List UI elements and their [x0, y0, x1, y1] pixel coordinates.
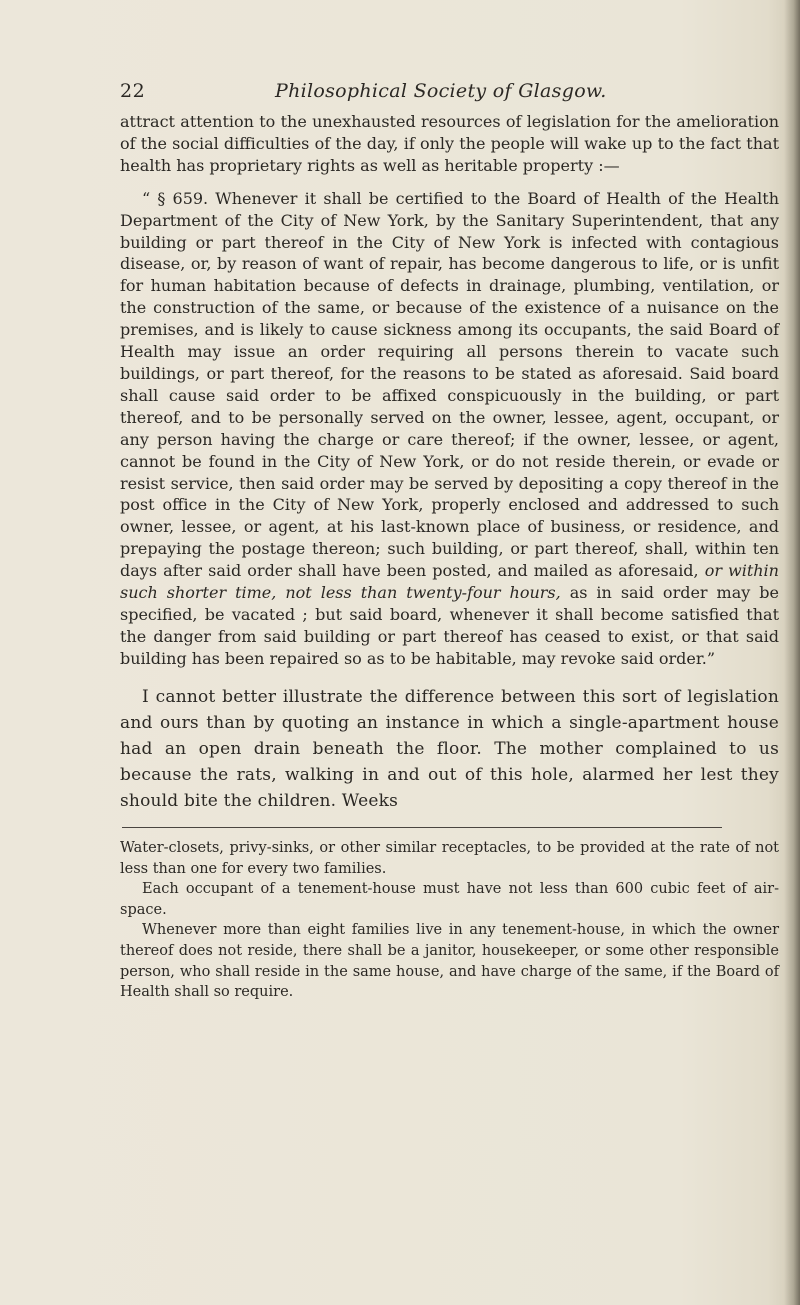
- quoted-statute: [120, 188, 779, 670]
- footnote-divider: [122, 827, 722, 828]
- footnotes: [120, 838, 779, 1003]
- running-title: Philosophical Society of Glasgow.: [275, 80, 607, 102]
- page-edge-shadow: [784, 0, 800, 1305]
- quote-text-start: “ § 659. Whenever it shall be certified to the Board of Health of the Health Department of the City of New York, by the Sanitary Superintendent, that any building or part thereof in the City of New York is infected with contagious disease, or, by reason of want of repair, has become dangerous to life, or is unfit for human habitation because of defects in drainage, plumbing, ventilation, or the construction of the same, or because of the existence of a nuisance on the premises, and is likely to cause sickness among its occupants, the said Board of Health may issue an order requiring all persons therein to vacate such buildings, or part thereof, for the reasons to be stated as aforesaid. Said board shall cause said order to be affixed conspicuously in the building, or part thereof, and to be personally served on the owner, lessee, agent, occupant, or any person having the charge or care thereof; if the owner, lessee, or agent, cannot be found in the City of New York, or do not reside therein, or evade or resist service, then said order may be served by depositing a copy thereof in the post office in the City of New York, properly enclosed and addressed to such owner, lessee, or agent, at his last-known place of business, or residence, and prepaying the postage thereon; such building, or part thereof, shall, within ten days after said order shall have been posted, and mailed as aforesaid,: [120, 188, 779, 581]
- footnote-air-space: Each occupant of a tenement-house must have not less than 600 cubic feet of air-space.: [120, 881, 779, 918]
- paragraph-illustration: I cannot better illustrate the difference between this sort of legislation and ours than by quoting an instance in which a single-apartment house had an open drain beneath the floor. The mother complained to us because the rats, walking in and out of this hole, alarmed her lest they should bite the children. Weeks: [120, 686, 779, 811]
- body-text: [120, 111, 779, 814]
- paragraph-intro: attract attention to the unexhausted resources of legislation for the amelioration of the social difficulties of the day, if only the people will wake up to the fact that health has proprietary rights as well as heritable property :—: [120, 112, 779, 175]
- page-header: [120, 80, 760, 106]
- page-number: 22: [120, 80, 146, 102]
- footnote-water-closets: Water-closets, privy-sinks, or other similar receptacles, to be provided at the rate of not less than one for every two families.: [120, 840, 779, 877]
- quote-text-italic: or within such shorter time, not less than twenty-four hours,: [120, 561, 779, 603]
- footnote-janitor: Whenever more than eight families live in any tenement-house, in which the owner thereof does not reside, there shall be a janitor, housekeeper, or some other responsible person, who shall reside in the same house, and have charge of the same, if the Board of Health shall so require.: [120, 922, 779, 1001]
- quote-text-end: as in said order may be specified, be vacated ; but said board, whenever it shall become satisfied that the danger from said building or part thereof has ceased to exist, or that said building has been repaired so as to be habitable, may revoke said order.”: [120, 583, 780, 668]
